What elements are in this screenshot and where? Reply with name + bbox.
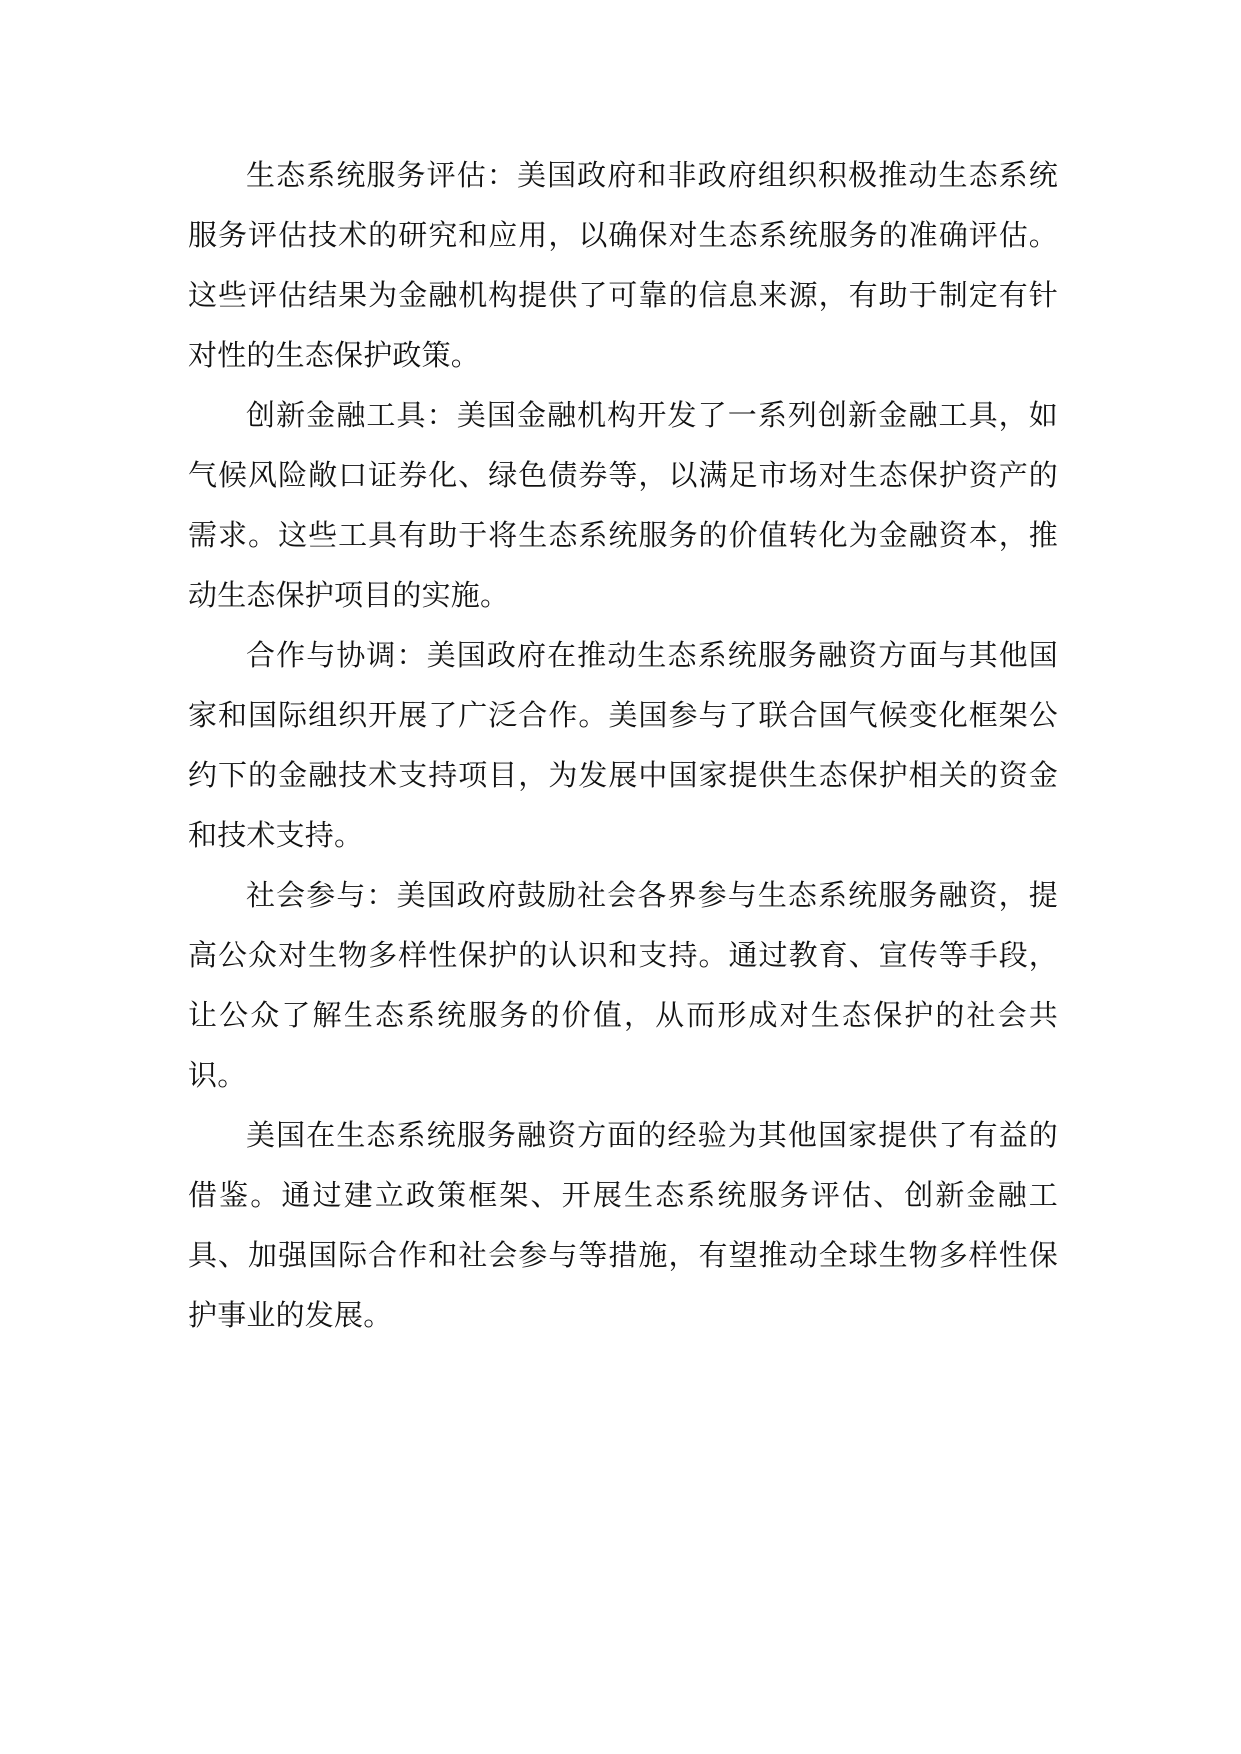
document-body [188, 145, 1058, 1345]
paragraph-ecosystem-service-assessment: 生态系统服务评估：美国政府和非政府组织积极推动生态系统服务评估技术的研究和应用，以确保对生态系统服务的准确评估。这些评估结果为金融机构提供了可靠的信息来源，有助于制定有针对性的生态保护政策。 [188, 158, 1058, 372]
paragraph-social-participation: 社会参与：美国政府鼓励社会各界参与生态系统服务融资，提高公众对生物多样性保护的认识和支持。通过教育、宣传等手段，让公众了解生态系统服务的价值，从而形成对生态保护的社会共识。 [188, 878, 1058, 1092]
paragraph-cooperation-coordination: 合作与协调：美国政府在推动生态系统服务融资方面与其他国家和国际组织开展了广泛合作。美国参与了联合国气候变化框架公约下的金融技术支持项目，为发展中国家提供生态保护相关的资金和技术支持。 [188, 638, 1058, 852]
paragraph-innovative-financial-tools: 创新金融工具：美国金融机构开发了一系列创新金融工具，如气候风险敞口证券化、绿色债券等，以满足市场对生态保护资产的需求。这些工具有助于将生态系统服务的价值转化为金融资本，推动生态保护项目的实施。 [188, 398, 1058, 612]
paragraph-conclusion: 美国在生态系统服务融资方面的经验为其他国家提供了有益的借鉴。通过建立政策框架、开展生态系统服务评估、创新金融工具、加强国际合作和社会参与等措施，有望推动全球生物多样性保护事业的发展。 [188, 1118, 1058, 1332]
